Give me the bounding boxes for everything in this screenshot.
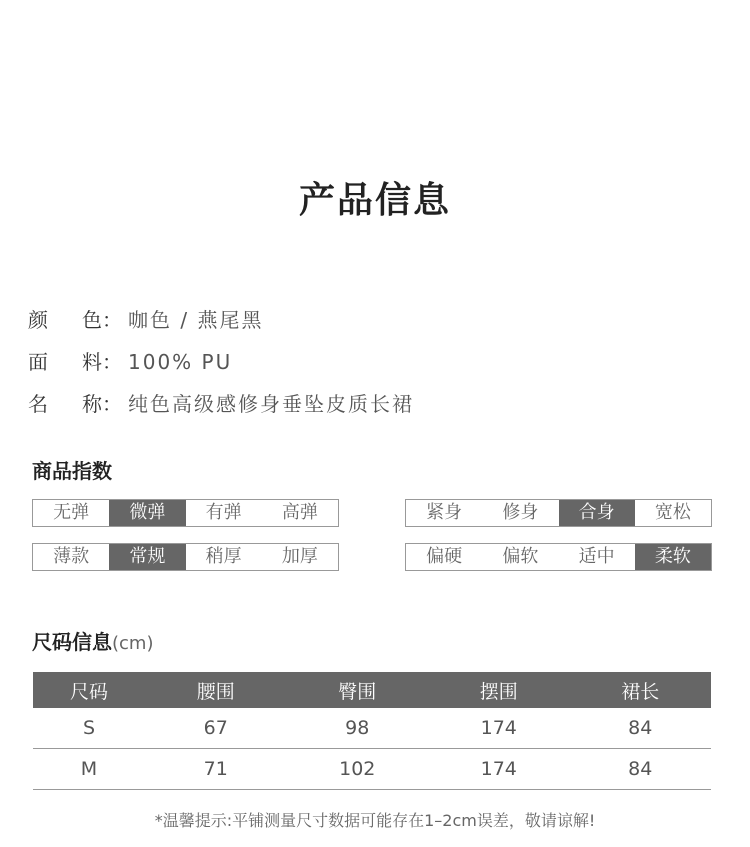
scale-option: 偏硬 [426,546,463,567]
scale-option: 偏软 [502,546,539,567]
index-section-title: 商品指数 [32,459,112,483]
scale-option: 无弹 [53,502,90,523]
page-title: 产品信息 [298,180,451,221]
table-header: 臀围 [287,672,429,708]
info-label: 颜 色： [28,308,122,332]
fit-scale [405,499,712,527]
scale-option: 宽松 [654,502,691,523]
table-row [33,708,711,749]
measurement-note: *温馨提示:平铺测量尺寸数据可能存在1–2cm误差，敬请谅解! [154,811,596,830]
table-cell: 84 [570,708,712,749]
scale-option: 加厚 [281,546,318,567]
scale-option: 高弹 [281,502,318,523]
scale-option: 稍厚 [205,546,242,567]
elasticity-scale [32,499,339,527]
info-value-material: 100% PU [128,350,233,374]
scale-option: 修身 [502,502,539,523]
scale-option: 合身 [559,500,635,526]
info-row-color [28,304,263,333]
table-cell: 174 [428,749,570,790]
info-label: 名 称： [28,392,122,416]
info-label: 面 料： [28,350,122,374]
size-unit: (cm) [112,633,154,654]
info-row-name [28,388,414,417]
table-cell: 71 [145,749,287,790]
table-cell: 102 [287,749,429,790]
table-header: 腰围 [145,672,287,708]
size-section-title: 尺码信息(cm) [32,630,154,654]
scale-option: 紧身 [426,502,463,523]
softness-scale [405,543,712,571]
table-header: 裙长 [570,672,712,708]
table-cell: 174 [428,708,570,749]
scale-option: 微弹 [109,500,185,526]
table-header: 摆围 [428,672,570,708]
scale-option: 适中 [578,546,615,567]
scale-option: 有弹 [205,502,242,523]
info-row-material [28,346,232,375]
table-cell: 84 [570,749,712,790]
scale-option: 柔软 [635,544,711,570]
scale-option: 薄款 [53,546,90,567]
table-header: 尺码 [33,672,145,708]
table-cell: 98 [287,708,429,749]
info-value-name: 纯色高级感修身垂坠皮质长裙 [128,392,414,416]
table-cell: M [33,749,145,790]
info-value-color: 咖色 / 燕尾黑 [128,308,264,332]
table-cell: S [33,708,145,749]
scale-option: 常规 [109,544,185,570]
table-header-row [33,672,711,708]
table-cell: 67 [145,708,287,749]
table-row [33,749,711,790]
thickness-scale [32,543,339,571]
size-table [33,672,711,790]
